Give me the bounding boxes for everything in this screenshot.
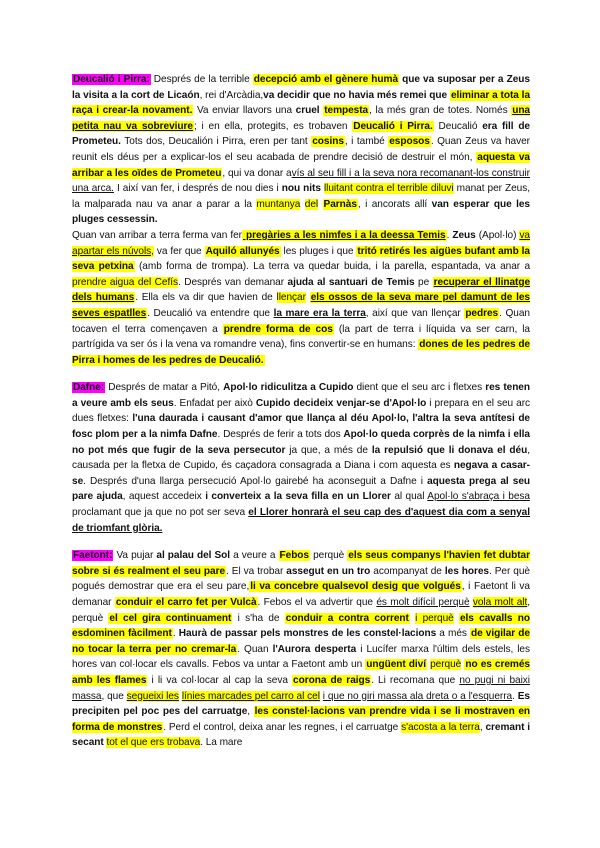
text-segment: . Ella els va dir que havien de	[135, 292, 277, 304]
text-segment: (amb forma de trompa). La terra va quedar buida, i la parella, espantada, va anar a	[134, 261, 531, 273]
text-segment: Apol·lo queda corprès de la nimfa i ella no pot més que fugir de la seva persecutor	[72, 429, 530, 456]
text-segment: pregàries a les nimfes i a la deessa Temis	[242, 229, 446, 241]
text-segment: vola molt alt	[472, 597, 528, 608]
text-segment: i que no giri massa ala dreta o a l'esquerra	[322, 690, 513, 702]
text-segment: Va pujar	[113, 550, 157, 562]
text-segment: Apol·lo ridiculitza a Cupido	[223, 382, 354, 394]
text-segment: , que	[101, 690, 127, 702]
text-segment: ajuda al santuari de Temis	[287, 276, 415, 288]
text-segment: perquè	[430, 659, 462, 671]
text-segment: , i també	[344, 136, 389, 148]
text-segment: pe	[414, 276, 433, 288]
text-segment: vís al seu fill i a la seva nora recomanant-los construir una arca.	[72, 167, 530, 195]
text-segment: ungüent diví	[366, 659, 426, 671]
text-segment: aquesta va arribar a les oïdes de Prometeu	[72, 151, 530, 179]
text-segment: res tenen a veure amb els seus	[72, 382, 530, 409]
text-segment: tot el que ers trobava	[106, 737, 201, 749]
text-segment: no pugi ni baixi massa	[72, 674, 530, 702]
text-segment: les pluges i que	[280, 245, 357, 257]
text-segment: va decidir que no havia més remei que	[263, 89, 448, 101]
text-segment: . Enfadat per això	[173, 397, 256, 409]
text-segment: al palau del Sol	[156, 550, 231, 562]
text-segment: de vigilar de no tocar la terra per no cremar-la	[72, 628, 530, 655]
text-segment: Va enviar llavors una	[193, 105, 296, 117]
section-heading: Deucalió i Pirra:	[73, 74, 150, 85]
text-segment: aquesta prega al seu pare ajuda	[72, 475, 530, 503]
text-segment: Quan van arribar a terra ferma van fer	[72, 229, 242, 241]
paragraph-dafne	[72, 380, 530, 536]
text-segment: eliminar a tota la raça i crear-la novament.	[72, 89, 531, 117]
text-segment: l'una daurada i causant d'amor que llança al déu Apol·lo, l'altra la seva antítesi de fosc plom per a la nimfa Dafne	[72, 413, 530, 441]
text-segment: . Li recomana que	[371, 674, 460, 686]
text-segment: pedres	[465, 307, 499, 319]
text-segment: s'acosta a la terra	[401, 721, 480, 733]
text-segment: esposos	[389, 136, 430, 148]
text-segment: . Quan Zeus va haver reunit els déus per a explicar-los el seu acabada de prendre decisió de destruir el món,	[72, 136, 530, 163]
text-segment: i prepara en el seu arc dues fletxes:	[72, 397, 531, 425]
text-segment: la repulsió que li donava el déu	[371, 444, 528, 456]
text-segment: i s'ha de	[232, 612, 285, 624]
text-segment: és molt difícil perquè	[376, 597, 470, 608]
text-segment: Deucalió	[433, 120, 483, 132]
text-segment: del	[304, 198, 319, 210]
text-segment: va fer que	[153, 245, 205, 257]
text-segment: era fill de Prometeu.	[72, 120, 531, 148]
text-segment: ,	[247, 706, 254, 718]
text-segment: ja que, a més de	[285, 444, 372, 456]
text-segment: lluitant contra el terrible diluvi	[323, 183, 454, 195]
text-segment: . Perd el control, deixa anar les regnes, i el carruatge	[163, 721, 402, 733]
text-segment: al qual	[390, 491, 428, 503]
text-segment: a més	[436, 628, 470, 640]
text-segment: ; i en ella, protegits, es trobaven	[194, 120, 353, 132]
text-segment: proclamant que ja que no pot ser seva	[72, 507, 249, 519]
text-segment: Apol·lo s'abraça i besa	[427, 491, 530, 503]
text-segment: assegut en un tro	[286, 565, 371, 577]
text-segment: tritó retirés les aigües bufant amb la seva petxina	[72, 245, 530, 273]
text-segment: els seus companys l'havien fet dubtar sobre si és realment el seu pare	[72, 550, 530, 577]
text-segment: Parnàs	[323, 198, 357, 210]
text-segment: dones de les pedres de Pirra i homes de les pedres de Deucalió.	[72, 339, 530, 366]
paragraph-faetont	[72, 548, 530, 751]
text-segment: .	[172, 628, 179, 640]
section-heading: Dafne:	[73, 382, 105, 394]
text-segment: negava a casar-se	[72, 460, 530, 487]
text-segment: . La mare	[200, 737, 243, 749]
text-segment: Zeus	[452, 229, 476, 241]
text-segment: els ossos de la seva mare pel damunt de les seves espatlles	[72, 292, 530, 319]
text-segment: els cavalls no esdominen fàcilment	[72, 612, 530, 640]
text-segment: li va concebre qualsevol desig que volgués	[250, 581, 461, 593]
text-segment: , qui va donar a	[222, 167, 292, 179]
text-segment: no es cremés amb les flames	[72, 659, 530, 686]
text-segment: perquè	[310, 550, 348, 562]
text-segment: i li va col·locar al cap la seva	[147, 674, 293, 686]
text-segment: conduir el carro fet per Vulcà	[115, 597, 257, 608]
text-segment: (Apol·lo)	[475, 229, 520, 241]
text-segment: . Quan	[237, 643, 273, 655]
text-segment: l'Aurora desperta	[272, 643, 357, 655]
text-segment: les hores	[444, 565, 489, 577]
text-segment: decepció amb el gènere humà	[253, 74, 399, 85]
text-segment: i Lucífer marxa l'últim dels estels, les hores van col·locar els cavalls. Febos va untar a Faetont amb un	[72, 643, 530, 671]
text-segment: el Llorer honrarà el seu cap des d'aquest dia com a senyal de triomfant glòria.	[72, 507, 530, 534]
text-segment: . Febos el va advertir que	[257, 597, 377, 608]
text-segment: a veure a	[230, 550, 279, 562]
text-segment: Després de la terrible	[150, 74, 253, 85]
text-segment: ,	[479, 721, 486, 733]
text-segment: , i Faetont li va demanar	[72, 581, 530, 608]
text-segment: Tots dos, Deucalión i Pirra, eren per tant	[120, 136, 312, 148]
text-segment: va apartar els núvols,	[72, 229, 530, 257]
text-segment: prendre forma de cos	[223, 323, 333, 335]
text-segment: les constel·lacions van prendre vida i se li mostraven en forma de monstres	[72, 706, 530, 733]
text-segment: . El va trobar	[226, 565, 287, 577]
text-segment: , aquest accedeix	[122, 491, 206, 503]
text-segment: . Deucalió va entendre que	[147, 307, 274, 319]
text-segment: . Després van demanar	[177, 276, 288, 288]
text-segment: Febos	[279, 550, 309, 562]
text-segment	[318, 199, 322, 210]
text-segment: i perquè	[415, 612, 454, 624]
text-segment: .	[512, 690, 518, 702]
text-segment: prendre aigua del Cefís	[72, 276, 178, 288]
paragraph-deucalio-2	[72, 228, 530, 368]
text-segment: conduir a contra corrent	[285, 612, 409, 624]
text-segment: van esperar que les pluges cessessin.	[72, 198, 530, 226]
text-segment: dient que el seu arc i fletxes	[353, 382, 486, 394]
text-segment: Es precipiten pel poc pes del carruatge	[72, 690, 530, 718]
text-segment: nou nits	[281, 183, 321, 195]
paragraph-deucalio-1	[72, 72, 530, 228]
text-segment: I així van fer, i després de nou dies i	[113, 183, 282, 195]
text-segment: . Després d'una llarga persecució Apol·lo gairebé ha aconseguit a Dafne i	[83, 475, 428, 487]
text-segment: muntanya	[256, 198, 301, 210]
text-segment: Cupido decideix venjar-se d'Apol·lo	[255, 397, 427, 409]
section-heading: Faetont:	[73, 550, 113, 562]
text-segment: cruel	[295, 105, 320, 117]
text-segment: , causada per la fletxa de Cupido, és caçadora consagrada a Diana i com aquesta es	[72, 444, 530, 472]
text-segment: .	[446, 229, 453, 241]
text-segment: , així que van llençar	[365, 307, 465, 319]
text-segment: Haurà de passar pels monstres de les constel·lacions	[178, 628, 437, 640]
text-segment: , rei d'Arcàdia,	[199, 89, 264, 101]
text-segment: , i ancorats allí	[357, 198, 432, 210]
text-segment: i converteix a la seva filla en un Llorer	[205, 491, 391, 503]
text-segment: cremant i secant	[72, 721, 530, 749]
text-segment: tempesta	[324, 105, 369, 117]
text-segment: segueixi les	[126, 690, 179, 702]
text-segment: el cel gira continuament	[109, 612, 232, 624]
text-segment: una petita nau va sobreviure	[72, 105, 530, 132]
text-segment: acompanyat de	[370, 565, 445, 577]
text-segment: , perquè	[72, 597, 530, 624]
text-segment: recuperar el llinatge dels humans	[72, 276, 531, 304]
text-segment: Després de matar a Pitó,	[105, 382, 224, 394]
text-segment: manat per Zeus, la malparada nau va anar a parar a la	[72, 183, 530, 210]
text-segment: llençar	[276, 292, 306, 304]
text-segment: Aquiló allunyés	[205, 245, 280, 257]
text-segment: línies marcades pel carro al cel	[181, 690, 320, 702]
text-segment: cosins	[312, 136, 344, 148]
text-segment: (la part de terra i líquida va ser carn, la partrígida va ser ós i la vena va romandre vena), fins convertir-se en humans:	[72, 323, 530, 351]
text-segment: . Després de ferir a tots dos	[217, 429, 344, 441]
text-segment: . Per què pogués demostrar que era el seu pare,	[72, 565, 530, 593]
text-segment: , la més gran de totes. Només	[369, 105, 512, 117]
text-segment: la mare era la terra	[273, 307, 366, 319]
text-segment: que va suposar per a Zeus la visita a la cort de Licaón	[72, 74, 530, 101]
text-segment: Deucalió i Pirra.	[353, 120, 433, 132]
text-segment: . Quan tocaven el terra començaven a	[72, 307, 530, 335]
text-segment: corona de raigs	[293, 674, 371, 686]
